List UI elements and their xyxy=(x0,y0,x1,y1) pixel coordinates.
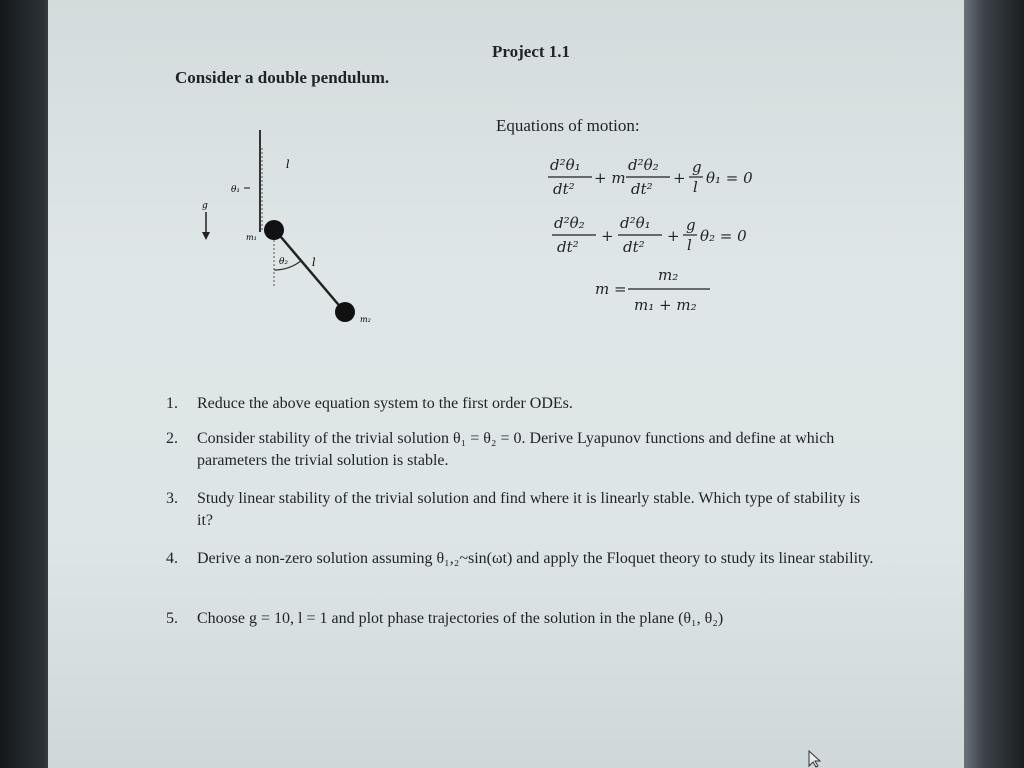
equations-block xyxy=(540,150,790,330)
eq1-num2: d²θ₂ xyxy=(628,156,659,174)
label-theta2: θ₂ xyxy=(279,257,289,267)
task-4-number: 4. xyxy=(166,550,178,567)
task-3-text: Study linear stability of the trivial solution and find where it is linearly stable. Which type of stability is it? xyxy=(197,490,861,529)
label-theta1: θ₁ xyxy=(231,185,241,195)
eq1-den2: dt² xyxy=(631,180,653,198)
eq2-tail: θ₂ = 0 xyxy=(700,227,747,245)
mouse-pointer-icon xyxy=(808,750,822,768)
task-5-text: Choose g = 10, l = 1 and plot phase trajectories of the solution in the plane (θ₁, θ₂) xyxy=(197,610,724,627)
mass-1 xyxy=(264,220,284,240)
eq3-lhs: m = xyxy=(595,280,627,298)
task-3-number: 3. xyxy=(166,490,178,507)
double-pendulum-figure xyxy=(190,120,390,330)
eq2-num2: d²θ₁ xyxy=(620,214,651,232)
project-title: Project 1.1 xyxy=(492,42,571,61)
gravity-arrow-icon xyxy=(202,232,210,240)
eq2-den1: dt² xyxy=(557,238,579,256)
eq1-den1: dt² xyxy=(553,180,575,198)
eq1-num3: g xyxy=(692,158,702,176)
lower-rod xyxy=(275,230,343,310)
eq2-num1: d²θ₂ xyxy=(554,214,585,232)
eq2-den3: l xyxy=(687,236,692,254)
task-1-number: 1. xyxy=(166,395,178,412)
photo-background-right xyxy=(964,0,1024,768)
task-4-text: Derive a non-zero solution assuming θ₁,₂~sin(ωt) and apply the Floquet theory to study its linear stability. xyxy=(197,550,874,567)
task-2-number: 2. xyxy=(166,430,178,447)
label-l-lower: l xyxy=(312,256,316,269)
eq1-op1: + m xyxy=(594,169,626,187)
eq1-num1: d²θ₁ xyxy=(550,156,581,174)
eq2-op1: + xyxy=(601,227,614,245)
eq1-tail: θ₁ = 0 xyxy=(706,169,753,187)
eq2-num3: g xyxy=(686,216,696,234)
task-2-text: Consider stability of the trivial solution θ₁ = θ₂ = 0. Derive Lyapunov functions and define at which parameters the trivial solution is stable. xyxy=(197,430,835,469)
eq3-num: m₂ xyxy=(658,266,679,284)
equations-heading: Equations of motion: xyxy=(496,116,640,135)
label-m1: m₁ xyxy=(246,233,257,242)
eq1-op2: + xyxy=(673,169,686,187)
eq3-den: m₁ + m₂ xyxy=(634,296,697,314)
label-l-upper: l xyxy=(286,158,290,171)
eq2-op2: + xyxy=(667,227,680,245)
task-1-text: Reduce the above equation system to the first order ODEs. xyxy=(197,395,573,412)
eq1-den3: l xyxy=(693,178,698,196)
intro-text: Consider a double pendulum. xyxy=(175,68,390,87)
label-g: g xyxy=(202,201,208,211)
eq2-den2: dt² xyxy=(623,238,645,256)
task-5-number: 5. xyxy=(166,610,178,627)
mass-2 xyxy=(335,302,355,322)
label-m2: m₂ xyxy=(360,315,371,324)
